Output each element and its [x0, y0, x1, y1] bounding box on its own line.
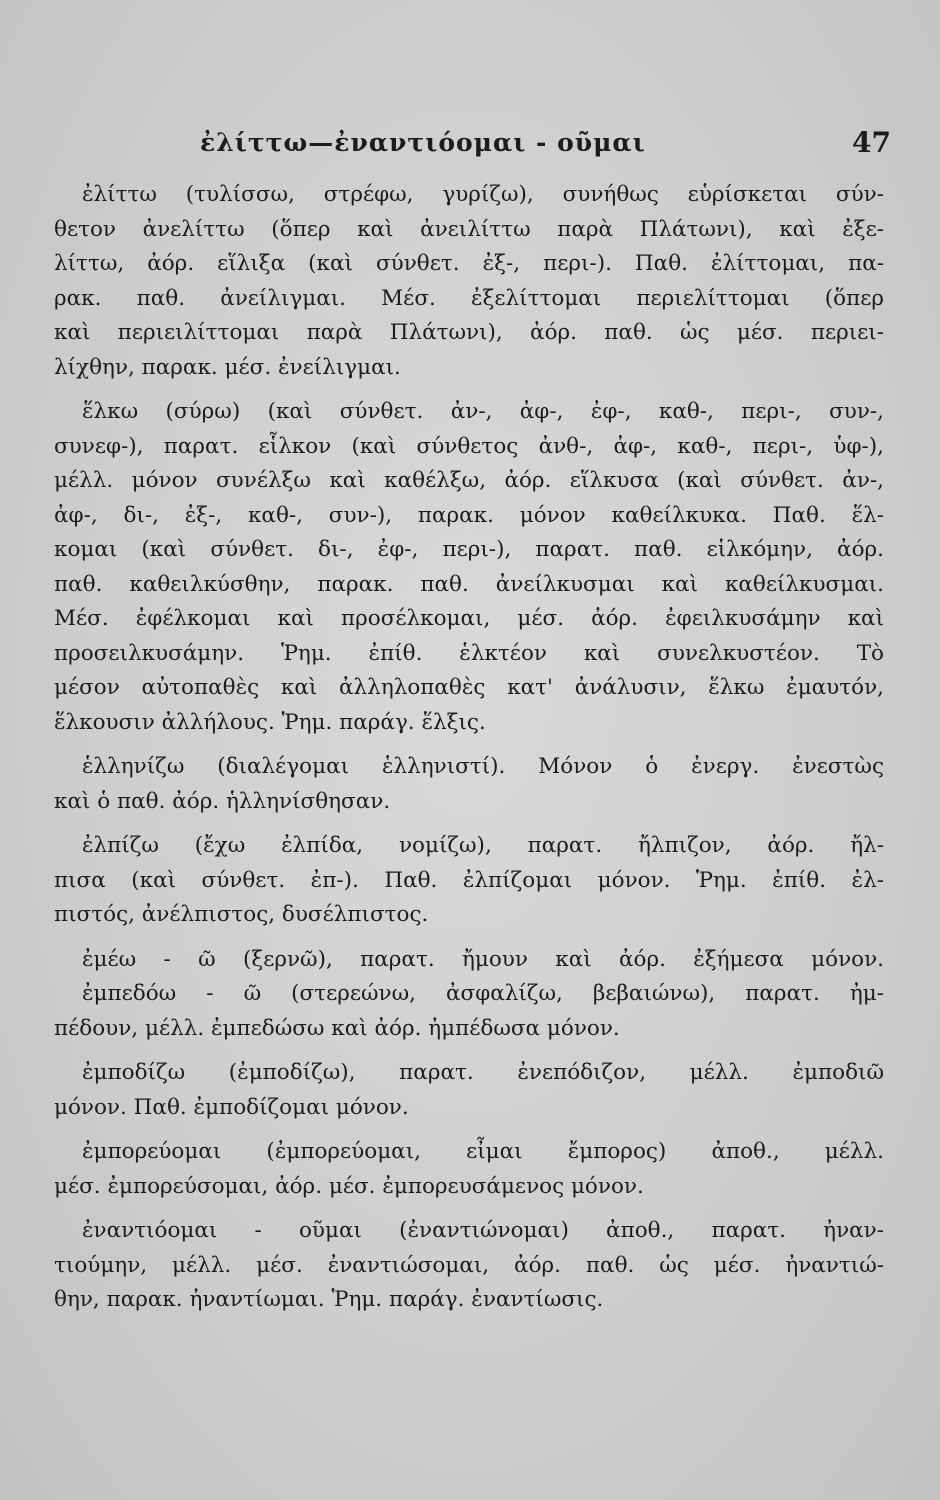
text-line: πισα (καὶ σύνθετ. ἐπ-). Παθ. ἐλπίζομαι μόνον. Ῥημ. ἐπίθ. ἐλ-	[54, 867, 884, 893]
text-line: πιστός, ἀνέλπιστος, δυσέλπιστος.	[54, 902, 429, 927]
text-line: καὶ περιειλίττομαι παρὰ Πλάτωνι), ἀόρ. παθ. ὡς μέσ. περιει-	[54, 320, 884, 345]
text-line: ἐμποδίζω (ἐμποδίζω), παρατ. ἐνεπόδιζον, μέλλ. ἐμποδιῶ	[82, 1060, 884, 1085]
text-line: θην, παρακ. ἠναντίωμαι. Ῥημ. παράγ. ἐναντίωσις.	[54, 1287, 604, 1312]
text-line: ἐμέω - ῶ (ξερνῶ), παρατ. ἤμουν καὶ ἀόρ. ἐξήμεσα μόνον.	[82, 946, 884, 972]
text-line: ρακ. παθ. ἀνείλιγμαι. Μέσ. ἐξελίττομαι περιελίττομαι (ὅπερ	[54, 285, 884, 311]
text-line: καὶ ὁ παθ. ἀόρ. ἡλληνίσθησαν.	[54, 788, 391, 814]
running-header-title: ἐλίττω—ἐναντιόομαι - οῦμαι	[200, 128, 646, 157]
text-line: λίχθην, παρακ. μέσ. ἐνείλιγμαι.	[54, 354, 401, 380]
text-line: μέσον αὐτοπαθὲς καὶ ἀλληλοπαθὲς κατ' ἀνάλυσιν, ἕλκω ἐμαυτόν,	[54, 675, 884, 700]
text-line: κομαι (καὶ σύνθετ. δι-, ἐφ-, περι-), παρατ. παθ. εἱλκόμην, ἀόρ.	[54, 537, 884, 562]
text-line: ἑλληνίζω (διαλέγομαι ἑλληνιστί). Μόνον ὁ ἐνεργ. ἐνεστὼς	[82, 754, 884, 779]
dictionary-entries	[54, 178, 884, 1318]
running-header	[0, 128, 940, 168]
text-line: ἕλκω (σύρω) (καὶ σύνθετ. ἀν-, ἀφ-, ἐφ-, καθ-, περι-, συν-,	[82, 399, 884, 424]
text-line: θετον ἀνελίττω (ὅπερ καὶ ἀνειλίττω παρὰ Πλάτωνι), καὶ ἐξε-	[54, 216, 884, 242]
text-line: ἕλκουσιν ἀλλήλους. Ῥημ. παράγ. ἕλξις.	[54, 709, 486, 735]
text-line: πέδουν, μέλλ. ἐμπεδώσω καὶ ἀόρ. ἠμπέδωσα μόνον.	[54, 1015, 620, 1041]
page-number: 47	[852, 126, 891, 159]
text-line: τιούμην, μέλλ. μέσ. ἐναντιώσομαι, ἀόρ. παθ. ὡς μέσ. ἠναντιώ-	[54, 1252, 884, 1278]
text-line: Μέσ. ἐφέλκομαι καὶ προσέλκομαι, μέσ. ἀόρ. ἐφειλκυσάμην καὶ	[54, 606, 884, 631]
text-line: μέλλ. μόνον συνέλξω καὶ καθέλξω, ἀόρ. εἵλκυσα (καὶ σύνθετ. ἀν-,	[54, 468, 884, 493]
text-line: λίττω, ἀόρ. εἵλιξα (καὶ σύνθετ. ἐξ-, περι-). Παθ. ἐλίττομαι, πα-	[54, 251, 884, 276]
text-line: μέσ. ἐμπορεύσομαι, ἀόρ. μέσ. ἐμπορευσάμενος μόνον.	[54, 1173, 644, 1199]
text-line: συνεφ-), παρατ. εἷλκον (καὶ σύνθετος ἀνθ-, ἀφ-, καθ-, περι-, ὑφ-),	[54, 433, 884, 459]
text-line: ἐμπεδόω - ῶ (στερεώνω, ἀσφαλίζω, βεβαιώνω), παρατ. ἠμ-	[82, 981, 884, 1006]
text-line: ἐμπορεύομαι (ἐμπορεύομαι, εἶμαι ἔμπορος) ἀποθ., μέλλ.	[82, 1139, 884, 1164]
text-line: ἐναντιόομαι - οῦμαι (ἐναντιώνομαι) ἀποθ., παρατ. ἠναν-	[82, 1218, 884, 1243]
text-line: μόνον. Παθ. ἐμποδίζομαι μόνον.	[54, 1094, 409, 1120]
text-line: ἀφ-, δι-, ἐξ-, καθ-, συν-), παρακ. μόνον καθείλκυκα. Παθ. ἕλ-	[54, 502, 884, 528]
text-line: προσειλκυσάμην. Ῥημ. ἐπίθ. ἑλκτέον καὶ συνελκυστέον. Τὸ	[54, 640, 884, 666]
text-line: ἐλίττω (τυλίσσω, στρέφω, γυρίζω), συνήθως εὑρίσκεται σύν-	[82, 182, 884, 207]
text-line: ἐλπίζω (ἔχω ἐλπίδα, νομίζω), παρατ. ἤλπιζον, ἀόρ. ἤλ-	[82, 833, 884, 858]
text-line: παθ. καθειλκύσθην, παρακ. παθ. ἀνείλκυσμαι καὶ καθείλκυσμαι.	[54, 571, 884, 597]
